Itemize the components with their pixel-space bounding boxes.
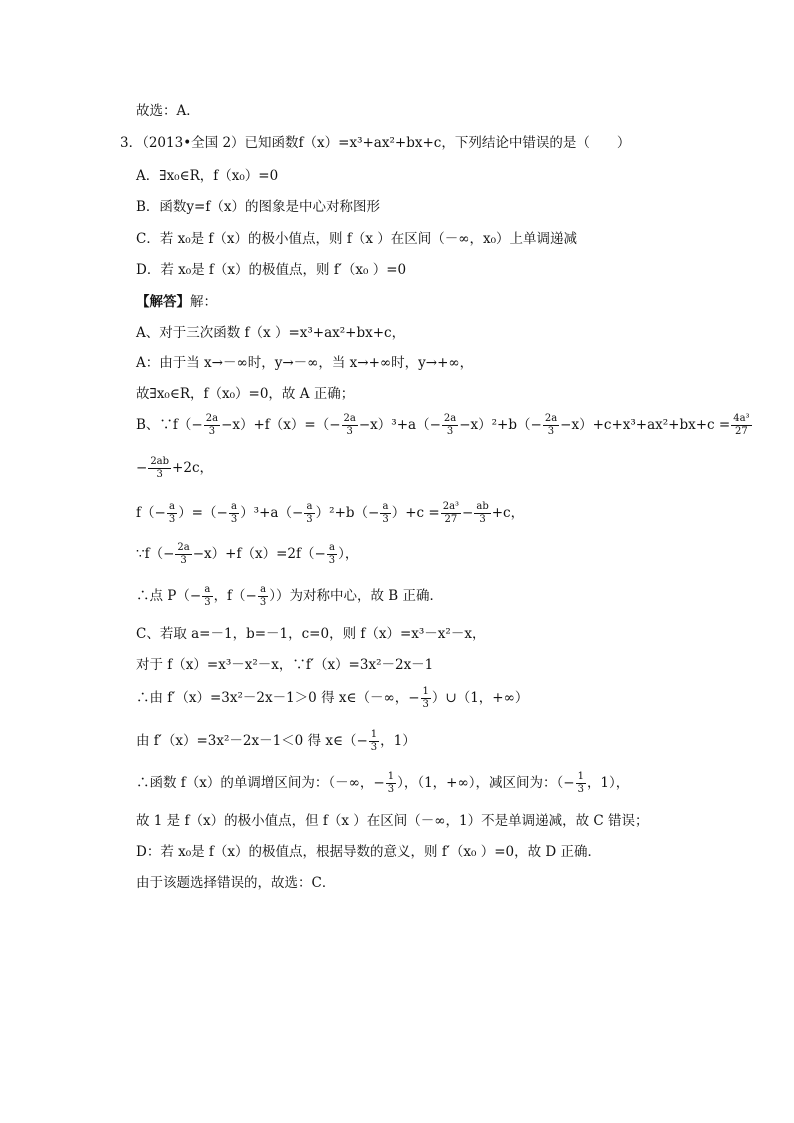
- math-text: ，f（−: [213, 588, 257, 604]
- fraction-numerator: a: [329, 542, 335, 553]
- math-text: f（−: [136, 505, 166, 521]
- fraction-numerator: a: [306, 501, 313, 512]
- option-c: C．若 x₀是 f（x）的极小值点，则 f（x ）在区间（－∞，x₀）上单调递减: [136, 231, 578, 247]
- fraction: [386, 771, 396, 796]
- fraction: [327, 542, 337, 567]
- fraction-numerator: ab: [476, 501, 489, 512]
- math-text: ），: [338, 546, 359, 562]
- solution-math-line: [136, 683, 528, 713]
- fraction-numerator: a: [231, 501, 237, 512]
- option-a: A．∃x₀∈R，f（x₀）=0: [136, 168, 279, 184]
- fraction-denominator: 3: [474, 513, 490, 526]
- fraction: [167, 501, 177, 526]
- fraction-denominator: 3: [306, 514, 313, 525]
- solution-math-line: [136, 768, 629, 798]
- math-text: ∴由 f′（x）=3x²－2x－1＞0 得 x∈（－∞，−: [136, 690, 420, 706]
- fraction: [421, 686, 431, 711]
- fraction: [441, 501, 461, 526]
- fraction-numerator: 1: [422, 686, 429, 697]
- previous-answer: 故选：A．: [136, 103, 200, 119]
- fraction-numerator: a: [169, 501, 175, 512]
- solution-line: 由于该题选择错误的，故选：C．: [136, 875, 336, 891]
- fraction-numerator: 2a: [443, 413, 457, 424]
- fraction: [442, 413, 458, 438]
- math-text: ）²+b（−: [315, 505, 380, 521]
- fraction-numerator: 2a: [544, 413, 558, 424]
- solution-line: 对于 f（x）=x³－x²－x，∵f′（x）=3x²－2x－1: [136, 657, 434, 673]
- solution-line: 故∃x₀∈R，f（x₀）=0，故 A 正确；: [136, 386, 355, 402]
- math-text: −x）+f（x）=（−: [221, 417, 341, 433]
- fraction-denominator: 3: [370, 742, 378, 753]
- solution-math-line: [136, 726, 416, 756]
- fraction-denominator: 3: [328, 555, 336, 566]
- solution-tag: 【解答】: [136, 294, 190, 310]
- fraction: [258, 584, 268, 609]
- fraction: [380, 501, 390, 526]
- solution-math-line: [136, 498, 524, 528]
- fraction: [474, 501, 490, 526]
- solution-line: A：由于当 x→－∞时，y→－∞，当 x→+∞时，y→+∞，: [136, 355, 474, 371]
- math-text: ∴点 P（−: [136, 588, 202, 604]
- solution-line: 故 1 是 f（x）的极小值点，但 f（x ）在区间（－∞，1）不是单调递减，故 C 错误；: [136, 813, 649, 829]
- fraction: [304, 501, 314, 526]
- fraction-denominator: 3: [148, 468, 171, 481]
- fraction: [229, 501, 239, 526]
- fraction-denominator: 27: [441, 513, 461, 526]
- math-text: −: [462, 505, 474, 521]
- fraction-numerator: 2ab: [150, 456, 170, 467]
- fraction-numerator: 2a: [343, 413, 356, 424]
- fraction: [543, 413, 559, 438]
- fraction-denominator: 3: [387, 784, 395, 795]
- fraction-denominator: 3: [442, 425, 458, 438]
- fraction-numerator: 1: [370, 729, 378, 740]
- solution-line: C、若取 a=－1，b=－1，c=0，则 f（x）=x³－x²－x，: [136, 626, 486, 642]
- fraction-denominator: 3: [175, 554, 191, 567]
- math-text: 由 f′（x）=3x²－2x－1＜0 得 x∈（−: [136, 733, 368, 749]
- math-text: +2c，: [172, 460, 214, 476]
- math-text: ）∪（1，+∞）: [431, 690, 529, 706]
- solution-math-line: [136, 410, 753, 440]
- option-d: D．若 x₀是 f（x）的极值点，则 f′（x₀ ）=0: [136, 262, 407, 278]
- math-text: ∴函数 f（x）的单调增区间为：（－∞，−: [136, 775, 385, 791]
- solution-math-line: [136, 539, 358, 569]
- fraction-numerator: a: [204, 584, 211, 595]
- math-text: −x）²+b（−: [459, 417, 542, 433]
- fraction-denominator: 3: [422, 699, 429, 710]
- fraction: [731, 413, 751, 438]
- solution-line: D：若 x₀是 f（x）的极值点，根据导数的意义，则 f′（x₀ ）=0，故 D 正确．: [136, 844, 602, 860]
- math-text: ）³+a（−: [240, 505, 304, 521]
- fraction-denominator: 3: [204, 597, 211, 608]
- fraction: [202, 584, 212, 609]
- fraction-denominator: 3: [204, 425, 220, 438]
- fraction-denominator: 3: [577, 784, 584, 795]
- fraction-denominator: 3: [259, 597, 267, 608]
- fraction: [576, 771, 586, 796]
- fraction-denominator: 3: [230, 514, 238, 525]
- math-text: +c，: [491, 505, 525, 521]
- fraction-denominator: 3: [342, 425, 358, 438]
- fraction-denominator: 27: [731, 425, 751, 438]
- question-stem: [120, 133, 630, 153]
- math-text: B、∵f（−: [136, 417, 203, 433]
- solution-line: A、对于三次函数 f（x ）=x³+ax²+bx+c，: [136, 325, 406, 341]
- question-text: f（x）=x³+ax²+bx+c，下列结论中错误的是（ ）: [298, 135, 631, 151]
- math-text: ，1）: [380, 733, 416, 749]
- fraction: [342, 413, 358, 438]
- solution-tag-suffix: 解：: [190, 294, 217, 310]
- option-b: B．函数y=f（x）的图象是中心对称图形: [136, 199, 380, 215]
- fraction-denominator: 3: [168, 514, 176, 525]
- fraction-numerator: a: [260, 584, 267, 595]
- fraction-numerator: a: [382, 501, 389, 512]
- solution-heading: [136, 292, 217, 312]
- math-text: ∵f（−: [136, 546, 175, 562]
- math-text: ）+c =: [391, 505, 440, 521]
- fraction-numerator: 1: [387, 771, 395, 782]
- fraction: [204, 413, 220, 438]
- fraction: [148, 456, 171, 481]
- question-number-source: 3．（2013•全国 2）已知函数: [120, 135, 299, 151]
- fraction-numerator: 2a: [205, 413, 219, 424]
- fraction-numerator: 2a³: [442, 501, 460, 512]
- fraction-numerator: 2a: [177, 542, 190, 553]
- fraction-numerator: 1: [577, 771, 584, 782]
- solution-math-line: [136, 581, 443, 611]
- math-text: ））为对称中心，故 B 正确．: [269, 588, 444, 604]
- math-text: −x）³+a（−: [358, 417, 441, 433]
- fraction: [369, 729, 379, 754]
- math-text: −x）+c+x³+ax²+bx+c =: [560, 417, 731, 433]
- fraction-denominator: 3: [382, 514, 389, 525]
- math-text: −x）+f（x）=2f（−: [192, 546, 326, 562]
- math-text: ）=（−: [178, 505, 228, 521]
- math-text: ），（1，+∞），减区间为：（−: [397, 775, 575, 791]
- fraction: [175, 542, 191, 567]
- fraction-denominator: 3: [543, 425, 559, 438]
- math-text: ，1），: [586, 775, 630, 791]
- fraction-numerator: 4a³: [733, 413, 750, 424]
- solution-math-line: − $\frac{2ab}{3}$ +2c，: [136, 456, 214, 480]
